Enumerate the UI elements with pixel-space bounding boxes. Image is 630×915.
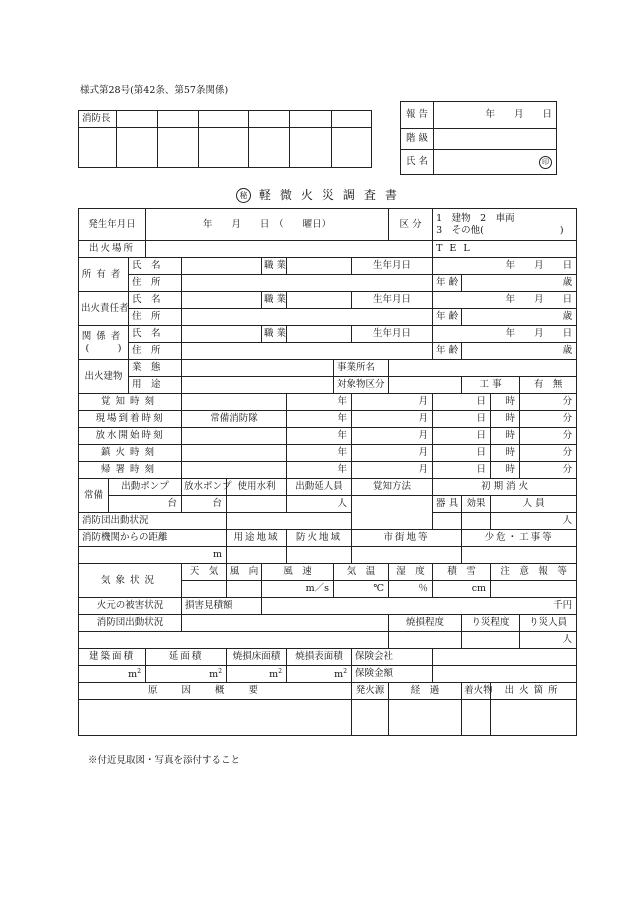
report-date[interactable]: 年 月 日 xyxy=(434,102,557,129)
time-row: 放水開始時刻 年 月 日 時 分 xyxy=(79,428,577,445)
reporter-table xyxy=(400,101,557,175)
hazard-field[interactable] xyxy=(462,547,577,564)
chief-label: 消防長 xyxy=(79,111,117,128)
damage-volunteer-field[interactable] xyxy=(182,615,389,632)
urban-area-label: 市街地等 xyxy=(352,530,462,547)
time-row: 覚知時刻 年 月 日 時 分 xyxy=(79,394,577,411)
time-row-label: 鎮火時刻 xyxy=(79,445,182,462)
related-address-label: 住 所 xyxy=(129,343,182,360)
rank-field[interactable] xyxy=(434,129,557,150)
snow-label: 積 雪 xyxy=(433,564,491,581)
burned-surface-field[interactable]: $m^2$ xyxy=(287,666,352,683)
detection-method-field[interactable] xyxy=(352,496,433,530)
humidity-label: 湿 度 xyxy=(389,564,433,581)
responsible-address-label: 住 所 xyxy=(129,309,182,326)
related-birth-label: 生年月日 xyxy=(352,326,433,343)
chief-seal-cell[interactable] xyxy=(79,128,117,168)
floor-area-label: 延面積 xyxy=(146,649,227,666)
related-job-field[interactable] xyxy=(287,326,352,343)
damage-label: 火元の被害状況 xyxy=(79,598,182,615)
personnel-label: 出動延人員 xyxy=(287,479,352,496)
cause-summary-field[interactable] xyxy=(79,700,352,736)
effect-label: 効果 xyxy=(462,496,491,513)
damage-volunteer-detail[interactable] xyxy=(79,632,389,649)
water-pump-count-field[interactable]: 台 xyxy=(182,496,227,513)
time-team-field[interactable] xyxy=(182,394,287,411)
place-field[interactable] xyxy=(146,241,433,258)
investigation-form xyxy=(78,208,577,736)
time-row: 現場到着時刻 常備消防隊 年 月 日 時 分 xyxy=(79,411,577,428)
initial-extinguish-label: 初 期 消 火 xyxy=(433,479,577,496)
construction-label: 工 事 xyxy=(462,377,520,394)
regular-team-label: 常備消防隊 xyxy=(182,411,287,428)
weather-name-label: 天 気 xyxy=(182,564,227,581)
fire-area-field[interactable] xyxy=(287,547,352,564)
responsible-age-field[interactable]: 歳 xyxy=(462,309,577,326)
initial-people-label: 人 員 xyxy=(491,496,577,513)
fire-area-label: 防火地域 xyxy=(287,530,352,547)
burned-floor-label: 焼損床面積 xyxy=(227,649,287,666)
wind-dir-field[interactable] xyxy=(227,581,262,598)
use-field[interactable] xyxy=(182,377,334,394)
time-team-field[interactable] xyxy=(182,445,287,462)
related-address-field[interactable] xyxy=(182,343,433,360)
warning-field[interactable] xyxy=(491,581,577,598)
document-title xyxy=(236,186,406,203)
amount-field[interactable] xyxy=(433,666,577,683)
distance-field[interactable]: m xyxy=(79,547,227,564)
floor-area-field[interactable]: $m^2$ xyxy=(146,666,227,683)
date-field[interactable]: 年 月 日 （ 曜日） xyxy=(146,209,389,241)
burn-degree-field[interactable] xyxy=(389,632,462,649)
wind-dir-label: 風 向 xyxy=(227,564,262,581)
owner-address-field[interactable] xyxy=(182,275,433,292)
weather-field[interactable] xyxy=(182,581,227,598)
water-source-label: 使用水利 xyxy=(227,479,287,496)
distance-label: 消防機関からの距離 xyxy=(79,530,227,547)
detection-label: 覚知方法 xyxy=(352,479,433,496)
owner-age-field[interactable]: 歳 xyxy=(462,275,577,292)
owner-age-label: 年 齢 xyxy=(433,275,462,292)
related-job-label: 職 業 xyxy=(262,326,287,343)
estimate-label: 損害見積額 xyxy=(182,598,262,615)
temperature-field[interactable]: ℃ xyxy=(334,581,389,598)
burn-degree-label: 焼損程度 xyxy=(389,615,462,632)
related-age-field[interactable]: 歳 xyxy=(462,343,577,360)
building-area-label: 建築面積 xyxy=(79,649,146,666)
time-team-field[interactable] xyxy=(182,462,287,479)
personnel-count-field[interactable]: 人 xyxy=(287,496,352,513)
seal-mark: 印 xyxy=(539,156,552,169)
report-label: 報 告 xyxy=(401,102,434,129)
cause-summary-label: 原因概要 xyxy=(79,683,352,700)
burned-surface-label: 焼損表面積 xyxy=(287,649,352,666)
victims-field[interactable]: 人 xyxy=(520,632,577,649)
owner-birth-label: 生年月日 xyxy=(352,258,433,275)
owner-birth-field[interactable]: 年 月 日 xyxy=(433,258,577,275)
humidity-field[interactable]: ％ xyxy=(389,581,433,598)
water-pump-label: 放水ポンプ xyxy=(182,479,227,496)
reporter-name-label: 氏 名 xyxy=(401,150,434,175)
time-row: 帰署時刻 年 月 日 時 分 xyxy=(79,462,577,479)
ignition-source-label: 発火源 xyxy=(352,683,389,700)
category-label: 区 分 xyxy=(389,209,433,241)
owner-address-label: 住 所 xyxy=(129,275,182,292)
equipment-field[interactable] xyxy=(433,513,462,530)
building-label: 出火建物 xyxy=(79,360,129,394)
owner-label: 所有者 xyxy=(79,258,129,292)
business-label: 業 態 xyxy=(129,360,182,377)
related-name-label: 氏 名 xyxy=(129,326,182,343)
volunteer-label: 消防団出動状況 xyxy=(79,513,227,530)
ignited-object-label: 着火物 xyxy=(462,683,491,700)
time-row-label: 現場到着時刻 xyxy=(79,411,182,428)
process-label: 経 過 xyxy=(389,683,462,700)
responsible-address-field[interactable] xyxy=(182,309,433,326)
hazard-label: 少危・工事等 xyxy=(462,530,577,547)
responsible-birth-field[interactable]: 年 月 日 xyxy=(433,292,577,309)
date-label: 発生年月日 xyxy=(79,209,146,241)
time-row-label: 帰署時刻 xyxy=(79,462,182,479)
wind-speed-label: 風 速 xyxy=(262,564,334,581)
regular-label: 常備 xyxy=(79,479,109,513)
form-number: 様式第28号(第42条、第57条関係) xyxy=(80,85,229,96)
ignited-object-field[interactable] xyxy=(462,700,491,736)
category-line-2: 3 その他( ) xyxy=(436,224,564,236)
footnote: ※付近見取図・写真を添付すること xyxy=(88,755,241,766)
effect-field[interactable] xyxy=(462,513,491,530)
insurer-field[interactable] xyxy=(433,649,577,666)
building-area-field[interactable]: $m^2$ xyxy=(79,666,146,683)
pump-label: 出動ポンプ xyxy=(109,479,182,496)
temperature-label: 気 温 xyxy=(334,564,389,581)
owner-job-field[interactable] xyxy=(287,258,352,275)
office-name-field[interactable] xyxy=(389,360,577,377)
rank-label: 階 級 xyxy=(401,129,434,150)
pump-count-field[interactable]: 台 xyxy=(109,496,182,513)
related-paren: ( ) xyxy=(85,342,122,354)
secret-mark: 秘 xyxy=(236,188,251,203)
related-label: 関係者 ( ) xyxy=(79,326,129,360)
time-row-label: 放水開始時刻 xyxy=(79,428,182,445)
category-options[interactable] xyxy=(433,209,577,241)
related-name-field[interactable] xyxy=(182,326,262,343)
use-label: 用 途 xyxy=(129,377,182,394)
time-row: 鎮火時刻 年 月 日 時 分 xyxy=(79,445,577,462)
estimate-field[interactable]: 千円 xyxy=(262,598,577,615)
time-row-label: 覚知時刻 xyxy=(79,394,182,411)
water-source-field[interactable] xyxy=(227,496,287,513)
disaster-degree-field[interactable] xyxy=(462,632,520,649)
related-age-label: 年 齢 xyxy=(433,343,462,360)
chief-approval-table xyxy=(78,110,372,168)
damage-volunteer-label: 消防団出動状況 xyxy=(79,615,182,632)
weather-label: 気象状況 xyxy=(79,564,182,598)
related-birth-field[interactable]: 年 月 日 xyxy=(433,326,577,343)
volunteer-field[interactable] xyxy=(227,513,352,530)
wind-speed-field[interactable]: m／s xyxy=(262,581,334,598)
snow-field[interactable]: cm xyxy=(433,581,491,598)
responsible-name-field[interactable] xyxy=(182,292,262,309)
time-team-field[interactable] xyxy=(182,428,287,445)
fire-location-label: 出火箇所 xyxy=(491,683,577,700)
equipment-label: 器 具 xyxy=(433,496,462,513)
responsible-job-field[interactable] xyxy=(287,292,352,309)
use-area-field[interactable] xyxy=(227,547,287,564)
fire-location-field[interactable] xyxy=(491,700,577,736)
category-line-1: 1 建物 2 車両 xyxy=(436,212,515,224)
construction-yes-no[interactable]: 有 無 xyxy=(520,377,577,394)
place-label: 出火場所 xyxy=(79,241,146,258)
owner-name-field[interactable] xyxy=(182,258,262,275)
owner-job-label: 職 業 xyxy=(262,258,287,275)
burned-floor-field[interactable]: $m^2$ xyxy=(227,666,287,683)
urban-area-field[interactable] xyxy=(352,547,462,564)
amount-label: 保険金額 xyxy=(352,666,433,683)
owner-name-label: 氏 名 xyxy=(129,258,182,275)
disaster-degree-label: り災程度 xyxy=(462,615,520,632)
title-text: 軽微火災調査書 xyxy=(258,188,406,202)
object-class-label: 対象物区分 xyxy=(334,377,389,394)
victims-label: り災人員 xyxy=(520,615,577,632)
initial-people-field[interactable]: 人 xyxy=(491,513,577,530)
ignition-source-field[interactable] xyxy=(352,700,389,736)
responsible-age-label: 年 齢 xyxy=(433,309,462,326)
process-field[interactable] xyxy=(389,700,462,736)
responsible-label: 出火責任者 xyxy=(79,292,129,326)
insurer-label: 保険会社 xyxy=(352,649,433,666)
responsible-job-label: 職 業 xyxy=(262,292,287,309)
warning-label: 注 意 報 等 xyxy=(491,564,577,581)
office-name-label: 事業所名 xyxy=(334,360,389,377)
responsible-birth-label: 生年月日 xyxy=(352,292,433,309)
responsible-name-label: 氏 名 xyxy=(129,292,182,309)
use-area-label: 用途地域 xyxy=(227,530,287,547)
business-field[interactable] xyxy=(182,360,334,377)
object-class-field[interactable] xyxy=(389,377,462,394)
tel-field[interactable]: T E L xyxy=(433,241,577,258)
reporter-name-field[interactable] xyxy=(434,150,557,175)
